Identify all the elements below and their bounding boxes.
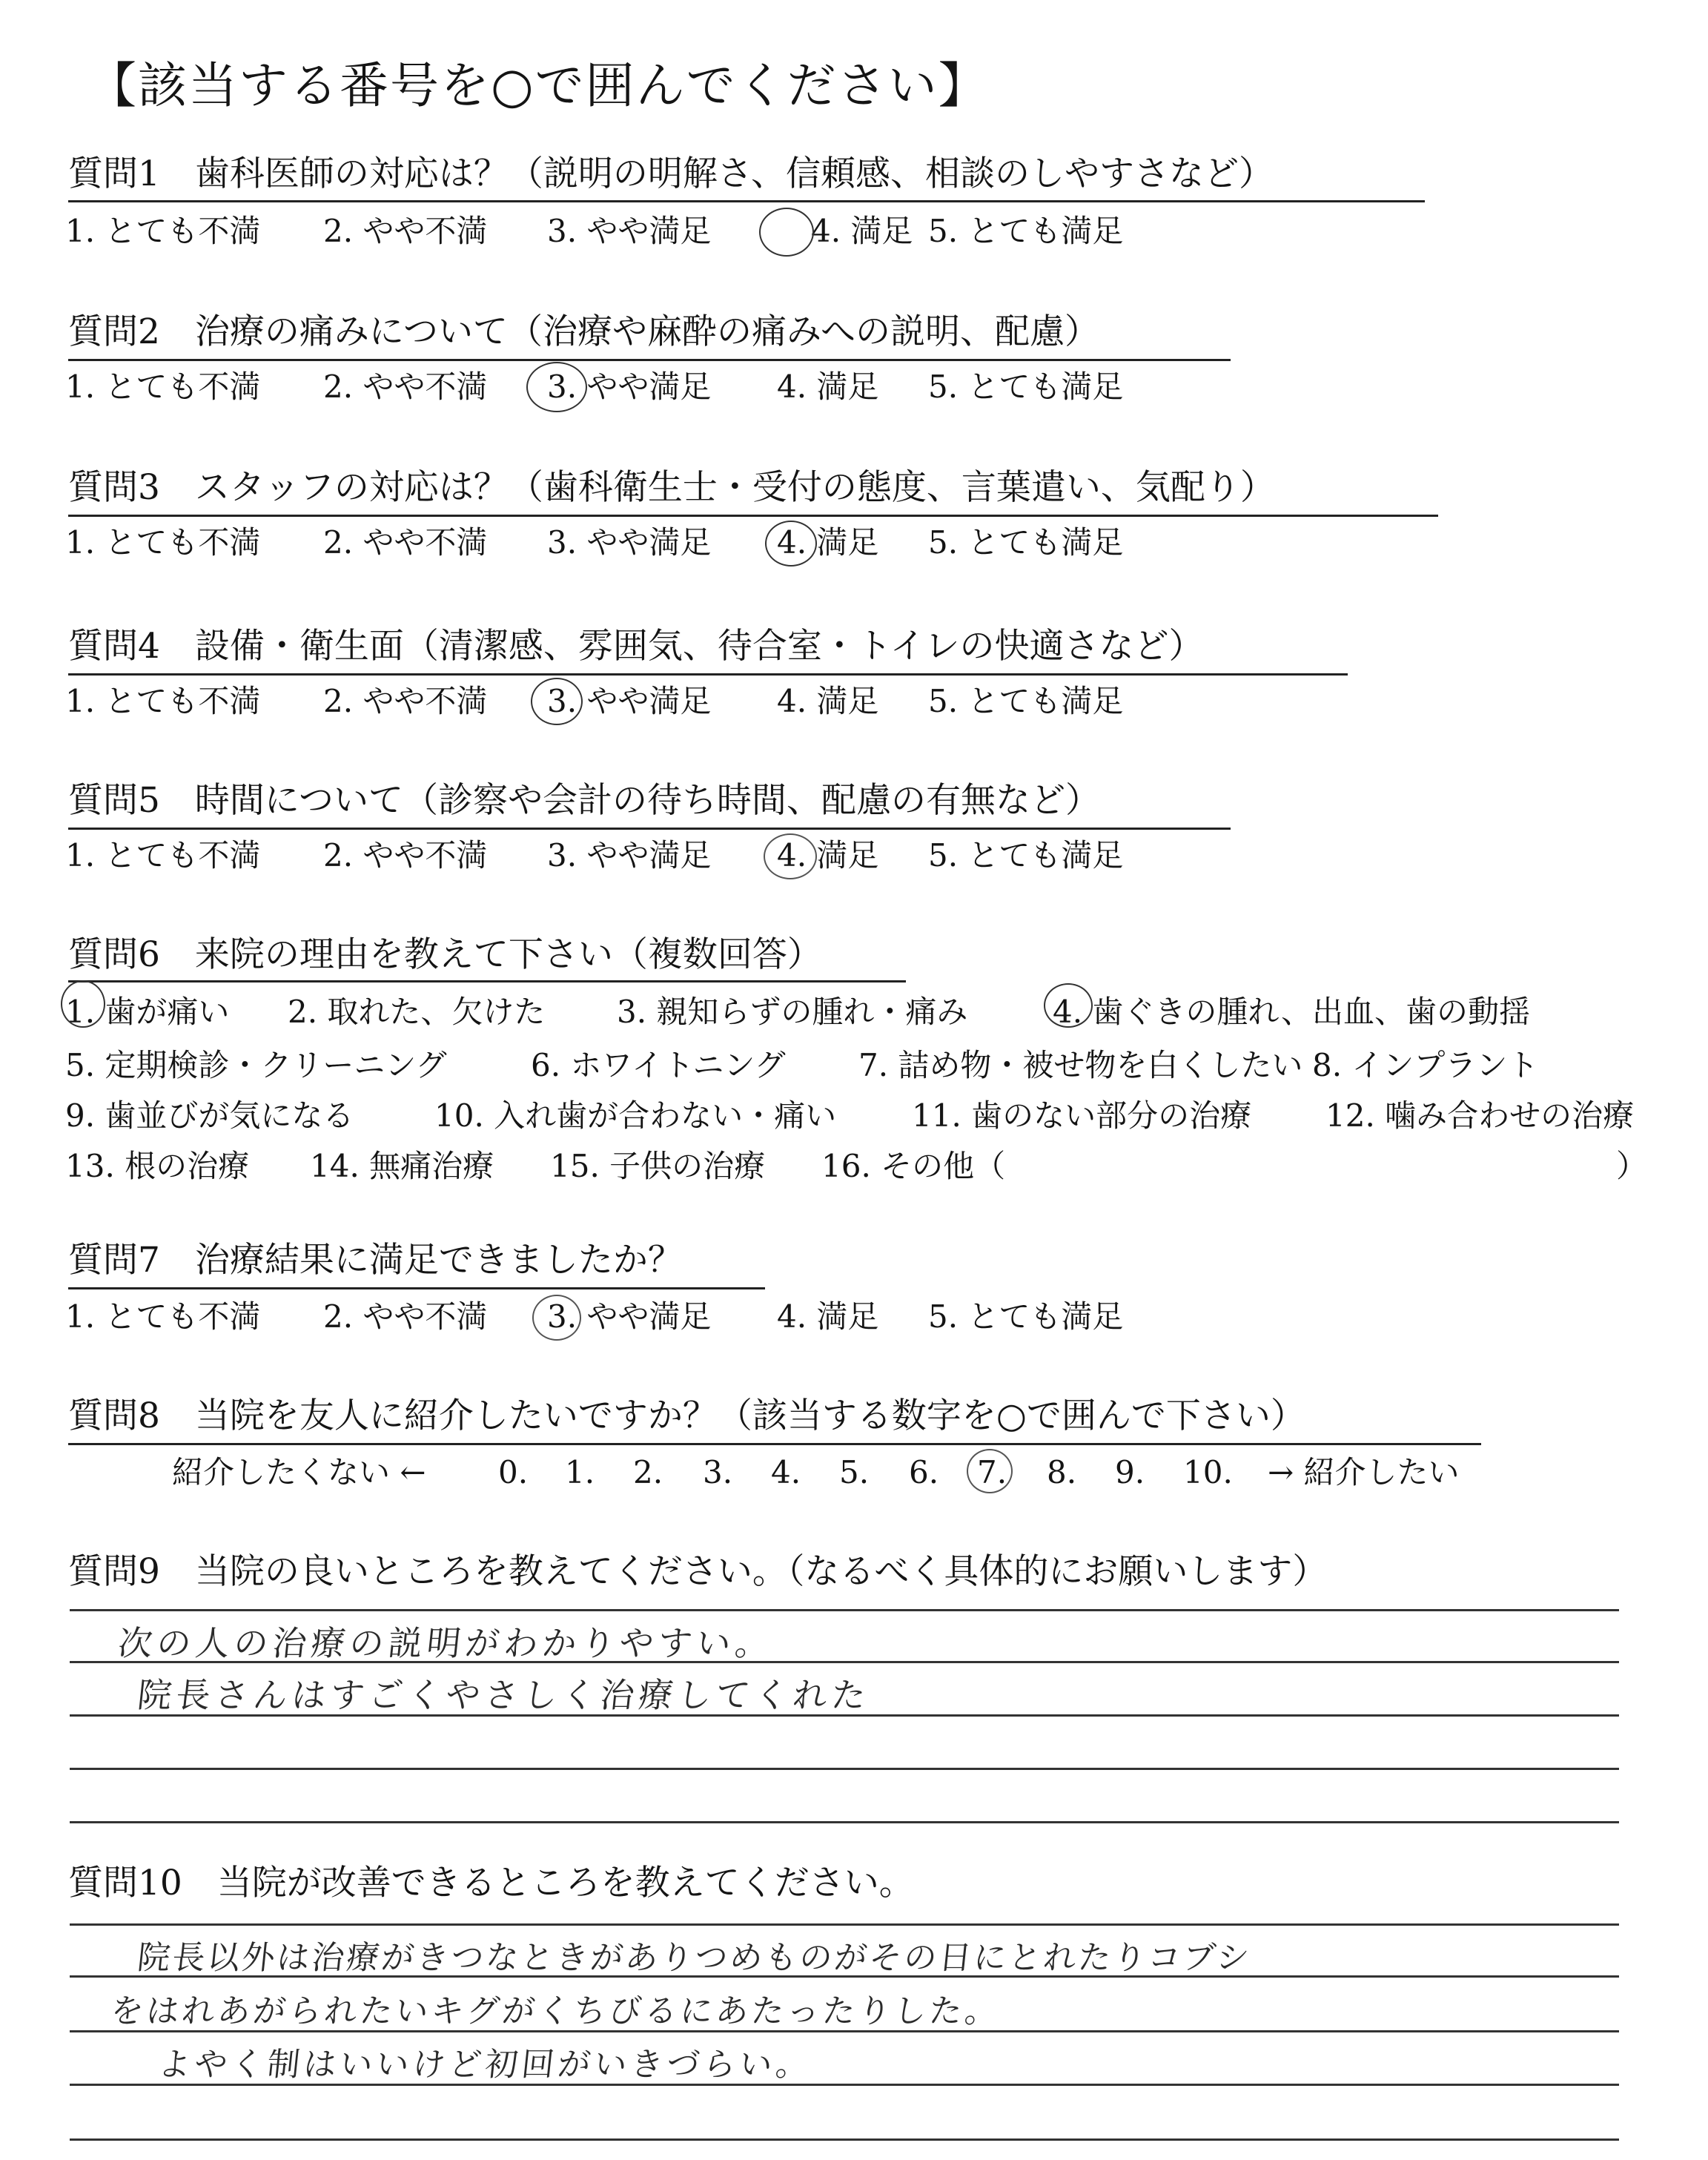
question-2-underline — [68, 359, 1231, 361]
q2-option-4[interactable]: 4. 満足 — [777, 369, 879, 405]
q10-answer-line-1 — [70, 1923, 1619, 1926]
q9-answer-line-5 — [70, 1821, 1619, 1823]
question-4-options — [65, 681, 1251, 725]
q5-option-1[interactable]: 1. とても不満 — [65, 837, 261, 873]
q6-other-close-paren: ） — [1616, 1148, 1648, 1184]
q8-scale-1[interactable]: 1. — [565, 1454, 595, 1490]
question-4-underline — [68, 673, 1348, 676]
q5-option-3[interactable]: 3. やや満足 — [547, 837, 712, 873]
question-5-underline — [68, 828, 1231, 830]
question-8-title: 質問8 当院を友人に紹介したいですか？（該当する数字を○で囲んで下さい） — [68, 1396, 1305, 1436]
q8-scale-left-label: 紹介したくない ← — [172, 1454, 426, 1490]
q2-option-1[interactable]: 1. とても不満 — [65, 369, 261, 405]
q9-handwritten-line-2: 院長さんはすごくやさしく治療してくれた — [135, 1675, 873, 1715]
question-5-title: 質問5 時間について（診察や会計の待ち時間、配慮の有無など） — [68, 780, 1100, 821]
question-4-title: 質問4 設備・衛生面（清潔感、雰囲気、待合室・トイレの快適さなど） — [68, 626, 1204, 667]
q4-option-1[interactable]: 1. とても不満 — [65, 683, 261, 719]
q8-scale-0[interactable]: 0. — [498, 1454, 529, 1490]
q6-reason-11[interactable]: 11. 歯のない部分の治療 — [912, 1097, 1252, 1134]
q6-selection-circle-1 — [61, 980, 105, 1028]
q7-option-2[interactable]: 2. やや不満 — [323, 1298, 488, 1335]
q3-selection-circle — [765, 521, 817, 567]
question-9-title: 質問9 当院の良いところを教えてください。（なるべく具体的にお願いします） — [68, 1551, 1328, 1592]
question-2-options — [65, 366, 1251, 411]
question-1-underline — [68, 200, 1425, 202]
question-3-title: 質問3 スタッフの対応は？（歯科衛生士・受付の態度、言葉遣い、気配り） — [68, 467, 1275, 508]
q6-reason-16[interactable]: 16. その他（ — [821, 1148, 1006, 1184]
question-7-options — [65, 1296, 1251, 1341]
page-title: 【該当する番号を○で囲んでください】 — [87, 57, 989, 114]
q4-option-3[interactable]: 3. やや満足 — [547, 683, 712, 719]
q9-answer-line-1 — [70, 1609, 1619, 1611]
q7-selection-circle — [532, 1295, 581, 1341]
q6-reason-3[interactable]: 3. 親知らずの腫れ・痛み — [617, 994, 968, 1030]
q5-selection-circle — [764, 833, 817, 879]
q6-reason-15[interactable]: 15. 子供の治療 — [550, 1148, 766, 1184]
q9-handwritten-line-1: 次の人の治療の説明がわかりやすい。 — [116, 1623, 776, 1663]
q8-scale-3[interactable]: 3. — [703, 1454, 733, 1490]
q2-option-3[interactable]: 3. やや満足 — [547, 369, 712, 405]
q10-handwritten-line-2: をはれあがられたいキグがくちびるにあたったりした。 — [108, 1992, 1003, 2030]
q7-option-1[interactable]: 1. とても不満 — [65, 1298, 261, 1335]
q1-option-4[interactable]: 4. 満足 — [811, 213, 913, 249]
q4-option-4[interactable]: 4. 満足 — [777, 683, 879, 719]
q2-option-2[interactable]: 2. やや不満 — [323, 369, 488, 405]
question-3-options — [65, 522, 1251, 567]
q7-option-5[interactable]: 5. とても満足 — [928, 1298, 1124, 1335]
question-8-underline — [68, 1443, 1481, 1445]
q1-option-1[interactable]: 1. とても不満 — [65, 213, 261, 249]
q8-scale-2[interactable]: 2. — [633, 1454, 663, 1490]
question-2-title: 質問2 治療の痛みについて（治療や麻酔の痛みへの説明、配慮） — [68, 311, 1100, 352]
question-1-title: 質問1 歯科医師の対応は？（説明の明解さ、信頼感、相談のしやすさなど） — [68, 153, 1274, 194]
question-6-reasons — [65, 988, 1681, 1210]
q6-reason-14[interactable]: 14. 無痛治療 — [310, 1148, 494, 1184]
question-1-options — [65, 211, 1251, 255]
q10-handwritten-line-1: 院長以外は治療がきつなときがありつめものがその日にとれたりコブシ — [135, 1939, 1254, 1977]
q8-scale-6[interactable]: 6. — [909, 1454, 939, 1490]
q3-option-5[interactable]: 5. とても満足 — [928, 524, 1124, 561]
q8-scale-4[interactable]: 4. — [771, 1454, 801, 1490]
q6-reason-1[interactable]: 1. 歯が痛い — [65, 994, 230, 1030]
question-6-underline — [68, 980, 906, 982]
question-5-options — [65, 835, 1251, 879]
q8-scale-10[interactable]: 10. — [1183, 1454, 1233, 1490]
q5-option-2[interactable]: 2. やや不満 — [323, 837, 488, 873]
q2-selection-circle — [526, 362, 587, 412]
q8-scale-right-label: → 紹介したい — [1268, 1454, 1460, 1490]
q6-reason-8[interactable]: 8. インプラント — [1312, 1047, 1539, 1083]
q6-reason-9[interactable]: 9. 歯並びが気になる — [65, 1097, 354, 1134]
q3-option-4[interactable]: 4. 満足 — [777, 524, 879, 561]
q6-reason-13[interactable]: 13. 根の治療 — [65, 1148, 250, 1184]
q8-scale-5[interactable]: 5. — [839, 1454, 870, 1490]
q8-scale-9[interactable]: 9. — [1115, 1454, 1145, 1490]
q4-option-2[interactable]: 2. やや不満 — [323, 683, 488, 719]
q8-scale-7[interactable]: 7. — [977, 1454, 1007, 1490]
q1-option-2[interactable]: 2. やや不満 — [323, 213, 488, 249]
q7-option-3[interactable]: 3. やや満足 — [547, 1298, 712, 1335]
q7-option-4[interactable]: 4. 満足 — [777, 1298, 879, 1335]
q6-reason-12[interactable]: 12. 噛み合わせの治療 — [1325, 1097, 1635, 1134]
q6-selection-circle-4 — [1044, 983, 1093, 1028]
q3-option-1[interactable]: 1. とても不満 — [65, 524, 261, 561]
q8-selection-circle — [967, 1449, 1013, 1493]
q1-option-5[interactable]: 5. とても満足 — [928, 213, 1124, 249]
q10-answer-line-5 — [70, 2138, 1619, 2141]
question-7-underline — [68, 1287, 765, 1289]
q8-scale-8[interactable]: 8. — [1047, 1454, 1077, 1490]
q3-option-3[interactable]: 3. やや満足 — [547, 524, 712, 561]
q4-selection-circle — [531, 678, 583, 725]
q6-reason-2[interactable]: 2. 取れた、欠けた — [288, 994, 546, 1030]
q5-option-4[interactable]: 4. 満足 — [777, 837, 879, 873]
q6-reason-10[interactable]: 10. 入れ歯が合わない・痛い — [434, 1097, 837, 1134]
q4-option-5[interactable]: 5. とても満足 — [928, 683, 1124, 719]
q6-reason-7[interactable]: 7. 詰め物・被せ物を白くしたい — [858, 1047, 1303, 1083]
q10-handwritten-line-3: よやく制はいいけど初回がいきづらい。 — [156, 2046, 815, 2084]
q6-reason-5[interactable]: 5. 定期検診・クリーニング — [65, 1047, 447, 1083]
q5-option-5[interactable]: 5. とても満足 — [928, 837, 1124, 873]
question-7-title: 質問7 治療結果に満足できましたか？ — [68, 1240, 683, 1281]
question-8-scale — [172, 1452, 1580, 1496]
question-3-underline — [68, 515, 1438, 517]
q2-option-5[interactable]: 5. とても満足 — [928, 369, 1124, 405]
question-6-title: 質問6 来院の理由を教えて下さい（複数回答） — [68, 934, 822, 975]
q6-reason-6[interactable]: 6. ホワイトニング — [531, 1047, 786, 1083]
q1-option-3[interactable]: 3. やや満足 — [547, 213, 712, 249]
q6-reason-4[interactable]: 4. 歯ぐきの腫れ、出血、歯の動揺 — [1053, 994, 1530, 1030]
q1-selection-circle — [759, 208, 814, 257]
q3-option-2[interactable]: 2. やや不満 — [323, 524, 488, 561]
q9-answer-line-4 — [70, 1768, 1619, 1770]
question-10-title: 質問10 当院が改善できるところを教えてください。 — [68, 1863, 914, 1903]
